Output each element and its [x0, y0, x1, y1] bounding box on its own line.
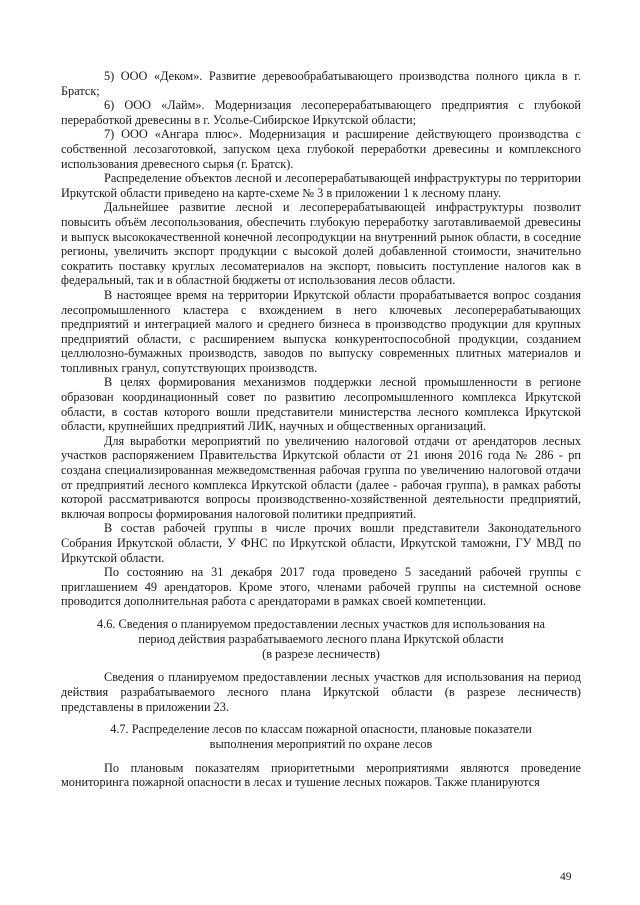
paragraph-further-development: Дальнейшее развитие лесной и лесоперерабатывающей инфраструктуры позволит повысить объём лесопользования, обеспечить глубокую переработку заготавливаемой древесины и выпуск высококачественной конечной лесопродукции на внутренний рынок области, в соседние регионы, увеличить экспорт продукции с высокой долей добавленной стоимости, значительно сократить поставку круглых лесоматериалов на экспорт, повысить поступление налогов как в федеральный, так и в областной бюджеты от использования лесов области.: [61, 200, 581, 288]
section-heading-4-6-line-3: (в разрезе лесничеств): [262, 646, 380, 661]
paragraph-cluster: В настоящее время на территории Иркутской области прорабатывается вопрос создания лесопромышленного кластера с вхождением в него ключевых лесоперерабатывающих предприятий и интеграцией малого и среднего бизнеса в производство продукции для крупных предприятий области, с расширением выпуска конкурентоспособной продукции, созданием целлюлозно-бумажных производств, заводов по выпуску современных плитных материалов и топливных гранул, сопутствующих производств.: [61, 287, 581, 375]
paragraph-list-item-7: 7) ООО «Ангара плюс». Модернизация и расширение действующего производства с собственной лесозаготовкой, запуском цеха глубокой переработки древесины и комплексного использования древесного сырья (г. Братск).: [61, 127, 581, 171]
paragraph-meetings: По состоянию на 31 декабря 2017 года проведено 5 заседаний рабочей группы с приглашением 49 арендаторов. Кроме этого, членами рабочей группы на системной основе проводится дополнительная работа с арендаторами в рамках своей компетенции.: [61, 565, 581, 609]
section-heading-4-6-line-2: период действия разрабатываемого лесного плана Иркутской области: [138, 631, 504, 646]
section-heading-4-7: [61, 722, 581, 752]
paragraph-fire-monitoring: По плановым показателям приоритетными мероприятиями являются проведение мониторинга пожарной опасности в лесах и тушение лесных пожаров. Также планируются: [61, 760, 581, 790]
paragraph-list-item-5: 5) ООО «Деком». Развитие деревообрабатывающего производства полного цикла в г. Братск;: [61, 69, 581, 98]
paragraph-working-group-members: В состав рабочей группы в числе прочих вошли представители Законодательного Собрания Иркутской области, У ФНС по Иркутской области, Иркутской таможни, ГУ МВД по Иркутской области.: [61, 521, 581, 565]
paragraph-working-group: Для выработки мероприятий по увеличению налоговой отдачи от арендаторов лесных участков распоряжением Правительства Иркутской области от 21 июня 2016 года № 286 - рп создана специализированная межведомственная рабочая группа по увеличению налоговой отдачи от предприятий лесного комплекса Иркутской области (далее - рабочая группа), в рамках работы которой рассматриваются вопросы производственно-хозяйственной деятельности предприятий, включая вопросы формирования налоговой политики предприятий.: [61, 433, 581, 521]
section-heading-4-6: [61, 617, 581, 661]
paragraph-infrastructure-map: Распределение объектов лесной и лесоперерабатывающей инфраструктуры по территории Иркутской области приведено на карте-схеме № 3 в приложении 1 к лесному плану.: [61, 171, 581, 200]
section-heading-4-7-line-2: выполнения мероприятий по охране лесов: [209, 736, 433, 751]
paragraph-list-item-6: 6) ООО «Лайм». Модернизация лесоперерабатывающего предприятия с глубокой переработкой древесины в г. Усолье-Сибирское Иркутской области;: [61, 98, 581, 127]
paragraph-coordination-council: В целях формирования механизмов поддержки лесной промышленности в регионе образован координационный совет по развитию лесопромышленного комплекса Иркутской области, в состав которого вошли представители министерства лесного комплекса Иркутской области, крупнейших предприятий ЛИК, научных и общественных организаций.: [61, 375, 581, 434]
paragraph-forest-plots-info: Сведения о планируемом предоставлении лесных участков для использования на период действия разрабатываемого лесного плана Иркутской области (в разрезе лесничеств) представлены в приложении 23.: [61, 670, 581, 714]
section-heading-4-7-line-1: 4.7. Распределение лесов по классам пожарной опасности, плановые показатели: [110, 722, 532, 737]
page-body: [61, 69, 581, 790]
page-number: 49: [560, 871, 572, 883]
section-heading-4-6-line-1: 4.6. Сведения о планируемом предоставлении лесных участков для использования на: [97, 616, 545, 631]
